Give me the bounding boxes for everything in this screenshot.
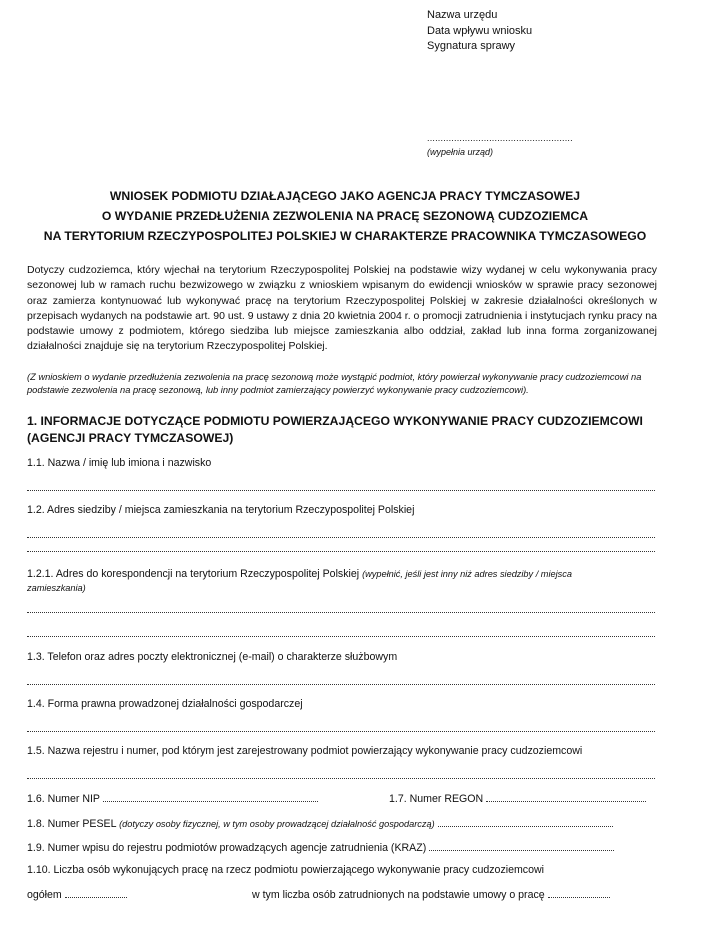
- field-1-2-1-input-line-1[interactable]: [27, 612, 655, 613]
- field-1-2-1-label-text: 1.2.1. Adres do korespondencji na terytorium Rzeczypospolitej Polskiej: [27, 568, 360, 580]
- field-1-9-text: 1.9. Numer wpisu do rejestru podmiotów prowadzących agencje zatrudnienia (KRAZ): [27, 842, 427, 854]
- field-1-2-1-note: (wypełnić, jeśli jest inny niż adres siedziby / miejsca: [362, 569, 572, 579]
- field-1-2-1-note-cont: [27, 582, 86, 594]
- contract-input[interactable]: [548, 897, 610, 898]
- field-1-6-label: [27, 793, 318, 805]
- field-1-1-input[interactable]: [27, 490, 655, 491]
- receipt-date-label: Data wpływu wniosku: [427, 25, 533, 37]
- field-1-2-label: 1.2. Adres siedziby / miejsca zamieszkania na terytorium Rzeczypospolitej Polskiej: [27, 504, 415, 516]
- total-label: ogółem: [27, 889, 62, 901]
- field-1-4-label: 1.4. Forma prawna prowadzonej działalności gospodarczej: [27, 698, 303, 710]
- field-1-7-label: [389, 793, 646, 805]
- case-signature-label: Sygnatura sprawy: [427, 40, 516, 52]
- field-1-6-text: 1.6. Numer NIP: [27, 793, 100, 805]
- field-1-6-input[interactable]: [103, 801, 318, 802]
- office-fill-dots: ......................................................: [427, 133, 573, 143]
- field-1-2-input-line-2[interactable]: [27, 551, 655, 552]
- field-1-10-total: [27, 889, 127, 901]
- office-name-label: Nazwa urzędu: [427, 9, 498, 21]
- field-1-9-label: [27, 842, 614, 854]
- office-fill-note: (wypełnia urząd): [427, 147, 494, 157]
- title-line-3: NA TERYTORIUM RZECZYPOSPOLITEJ POLSKIEJ W CHARAKTERZE PRACOWNIKA TYMCZASOWEGO: [43, 229, 647, 243]
- field-1-2-input-line-1[interactable]: [27, 537, 655, 538]
- field-1-5-label: 1.5. Nazwa rejestru i numer, pod którym jest zarejestrowany podmiot powierzający wykonywanie pracy cudzoziemcowi: [27, 745, 583, 757]
- field-1-10-contract: [252, 889, 610, 901]
- field-1-9-input[interactable]: [429, 850, 614, 851]
- field-1-3-label: 1.3. Telefon oraz adres poczty elektronicznej (e-mail) o charakterze służbowym: [27, 651, 398, 663]
- field-1-8-text: 1.8. Numer PESEL: [27, 818, 117, 830]
- field-1-7-input[interactable]: [486, 801, 646, 802]
- field-1-3-input[interactable]: [27, 684, 655, 685]
- field-1-8-input[interactable]: [438, 826, 613, 827]
- field-1-5-input[interactable]: [27, 778, 655, 779]
- intro-paragraph: Dotyczy cudzoziemca, który wjechał na terytorium Rzeczypospolitej Polskiej na podstawie wizy wydanej w celu wykonywania pracy sezonowej lub w ramach ruchu bezwizowego w związku z wnioskiem wpisanym do ewidencji wniosków w sprawie pracy sezonowej oraz zamierza kontynuować lub wykonywać pracę na terytorium Rzeczypospolitej Polskiej w zakresie działalności określonych w przepisach wydanych na podstawie art. 90 ust. 9 ustawy z dnia 20 kwietnia 2004 r. o promocji zatrudnienia i instytucjach rynku pracy na podstawie umowy z podmiotem, którego siedziba lub miejsce zamieszkania albo oddział, zakład lub inna forma zorganizowanej działalności znajduje się na terytorium Rzeczypospolitej Polskiej.: [27, 264, 657, 353]
- field-1-8-note: (dotyczy osoby fizycznej, w tym osoby prowadzącej działalność gospodarczą): [119, 819, 435, 829]
- section-1-heading: 1. INFORMACJE DOTYCZĄCE PODMIOTU POWIERZAJĄCEGO WYKONYWANIE PRACY CUDZOZIEMCOWI (AGENCJI PRACY TYMCZASOWEJ): [27, 414, 643, 445]
- field-1-2-1-note-cont-text: zamieszkania): [27, 583, 86, 593]
- field-1-7-text: 1.7. Numer REGON: [389, 793, 484, 805]
- total-input[interactable]: [65, 897, 127, 898]
- title-line-2: O WYDANIE PRZEDŁUŻENIA ZEZWOLENIA NA PRACĘ SEZONOWĄ CUDZOZIEMCA: [101, 209, 589, 223]
- contract-label: w tym liczba osób zatrudnionych na podstawie umowy o pracę: [252, 889, 545, 901]
- intro-note: (Z wnioskiem o wydanie przedłużenia zezwolenia na pracę sezonową może wystąpić podmiot, który powierzał wykonywanie pracy cudzoziemcowi na podstawie zezwolenia na pracę sezonową, lub inny podmiot zamierzający powierzyć wykonywanie pracy cudzoziemcowi).: [27, 372, 642, 395]
- field-1-2-1-label: [27, 568, 572, 580]
- field-1-2-1-input-line-2[interactable]: [27, 636, 655, 637]
- field-1-8-label: [27, 818, 613, 830]
- title-line-1: WNIOSEK PODMIOTU DZIAŁAJĄCEGO JAKO AGENCJA PRACY TYMCZASOWEJ: [109, 189, 581, 203]
- field-1-10-label: 1.10. Liczba osób wykonujących pracę na rzecz podmiotu powierzającego wykonywanie pracy cudzoziemcowi: [27, 864, 545, 876]
- field-1-4-input[interactable]: [27, 731, 655, 732]
- field-1-1-label: 1.1. Nazwa / imię lub imiona i nazwisko: [27, 457, 212, 469]
